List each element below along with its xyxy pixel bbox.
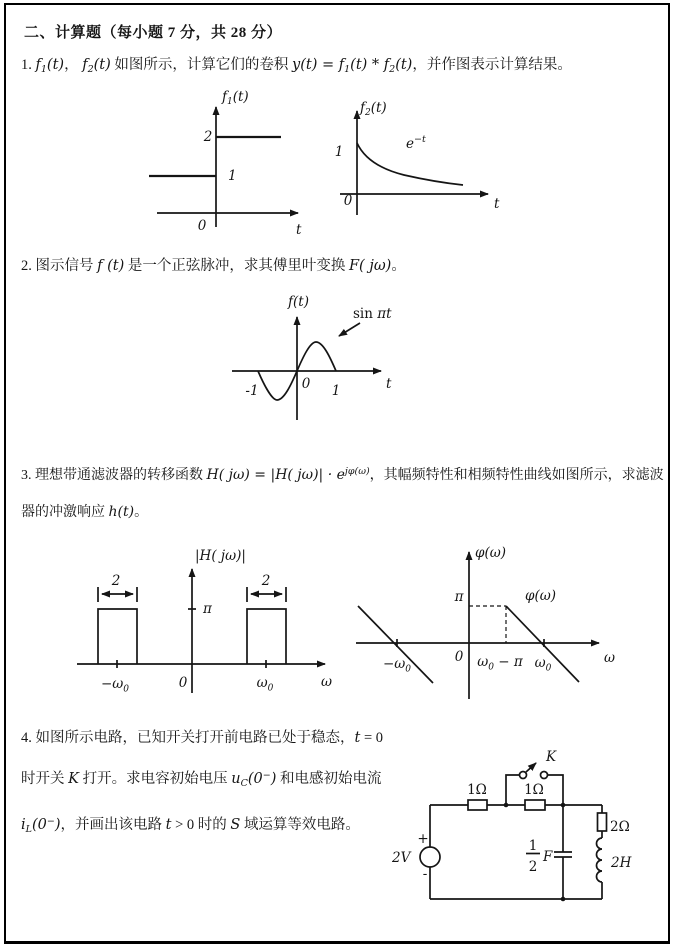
f1-label-2: 2	[203, 129, 213, 145]
circuit-source-minus: -	[422, 866, 428, 882]
mag-left-width-label: 2	[111, 573, 121, 589]
circuit-cap-fraction-denominator: 2	[528, 859, 538, 875]
phase-origin-label: 0	[454, 649, 464, 665]
mag-w0-label: $\omega_0$	[256, 675, 274, 694]
sine-annotation-arrow	[339, 323, 360, 336]
figure-f1-graph	[112, 85, 312, 237]
f1-label-1: 1	[228, 168, 237, 184]
sine-title: f(t)	[288, 294, 309, 310]
sine-xlabel: t	[386, 376, 392, 392]
f2-label-1: 1	[334, 144, 344, 160]
figure-sine-graph	[228, 290, 403, 430]
f2-title: $f_2(t)$	[360, 100, 387, 118]
mag-left-band	[98, 609, 137, 664]
circuit-source-label: 2V	[392, 850, 411, 866]
f1-xlabel: t	[296, 222, 302, 238]
mag-pi-label: π	[203, 601, 212, 617]
problem-3-text: 3. 理想带通滤波器的转移函数 H( jω) = |H( $j\omega)| \cdot e^{j\varphi(\omega)}$，其幅频特性和相频特性曲线如图所示，求滤波器的冲激响应 h(t)。	[21, 466, 664, 520]
circuit-r1-label: 1Ω	[467, 782, 487, 798]
mag-right-width-label: 2	[261, 573, 271, 589]
mag-neg-w0-label: $-\omega_0$	[100, 676, 130, 695]
figure-f2-graph	[330, 95, 515, 223]
phase-xlabel: ω	[604, 650, 616, 666]
circuit-source-plus: +	[417, 831, 429, 847]
circuit-switch-contact-right	[541, 772, 548, 779]
phase-pi-label: π	[454, 589, 464, 605]
sine-annotation: sin πt	[353, 306, 392, 322]
f1-origin-label: 0	[197, 218, 207, 234]
problem-4-text: 4. 如图所示电路，已知开关打开前电路已处于稳态，t = 0 时开关 K 打开。求电容初始电压 $u_C(0^-)$ 和电感初始电流 $i_L(0^-)$，并画出该电路 t > 0 时的 S 域运算等效电路。	[21, 730, 384, 835]
f2-origin-label: 0	[343, 193, 353, 209]
sine-label-neg1: -1	[245, 383, 259, 399]
mag-origin-label: 0	[178, 675, 188, 691]
f2-xlabel: t	[494, 196, 500, 212]
circuit-cap-unit-label: F	[543, 849, 553, 865]
circuit-node-a	[504, 803, 509, 808]
phase-neg-w0-label: $-\omega_0$	[382, 656, 412, 675]
circuit-voltage-source	[420, 847, 440, 867]
figure-magnitude-response	[35, 540, 335, 700]
circuit-r3-label: 2Ω	[610, 819, 630, 835]
circuit-cap-fraction-numerator: 1	[528, 838, 538, 854]
mag-right-band	[247, 609, 286, 664]
section-title: 二、计算题（每小题 7 分，共 28 分）	[24, 25, 283, 41]
circuit-resistor-3	[598, 813, 607, 831]
sine-label-1: 1	[331, 383, 341, 399]
figure-phase-response	[350, 540, 640, 705]
circuit-capacitor	[554, 805, 572, 899]
f1-title: $f_1(t)$	[222, 89, 249, 107]
sine-origin-label: 0	[301, 376, 311, 392]
problem-2-text: 2. 图示信号 f (t) 是一个正弦脉冲，求其傅里叶变换 F( jω)。	[21, 258, 406, 274]
problem-1-text: 1. $f_1(t)$， $f_2(t)$ 如图所示，计算它们的卷积 $y(t) = f_1(t) * f_2(t)$，并作图表示计算结果。	[21, 57, 572, 75]
circuit-r2-label: 1Ω	[524, 782, 544, 798]
circuit-switch-arm	[526, 763, 536, 772]
figure-circuit-diagram	[390, 730, 640, 915]
f2-exp-label: $e^{-t}$	[406, 134, 426, 152]
circuit-resistor-2	[525, 800, 545, 810]
circuit-switch-label: K	[546, 749, 557, 765]
mag-xlabel: ω	[321, 674, 333, 690]
circuit-resistor-1	[468, 800, 487, 810]
phase-w0-label: $\omega_0$	[534, 655, 552, 674]
circuit-inductor-label: 2H	[611, 855, 632, 871]
circuit-inductor	[597, 838, 603, 899]
circuit-switch-contact-left	[520, 772, 527, 779]
phase-w0-minus-pi-label: $\omega_0 - \pi$	[477, 654, 523, 673]
phase-annotation: φ(ω)	[525, 588, 556, 604]
mag-title: |H( jω)|	[195, 548, 246, 564]
phase-title: φ(ω)	[475, 545, 506, 561]
